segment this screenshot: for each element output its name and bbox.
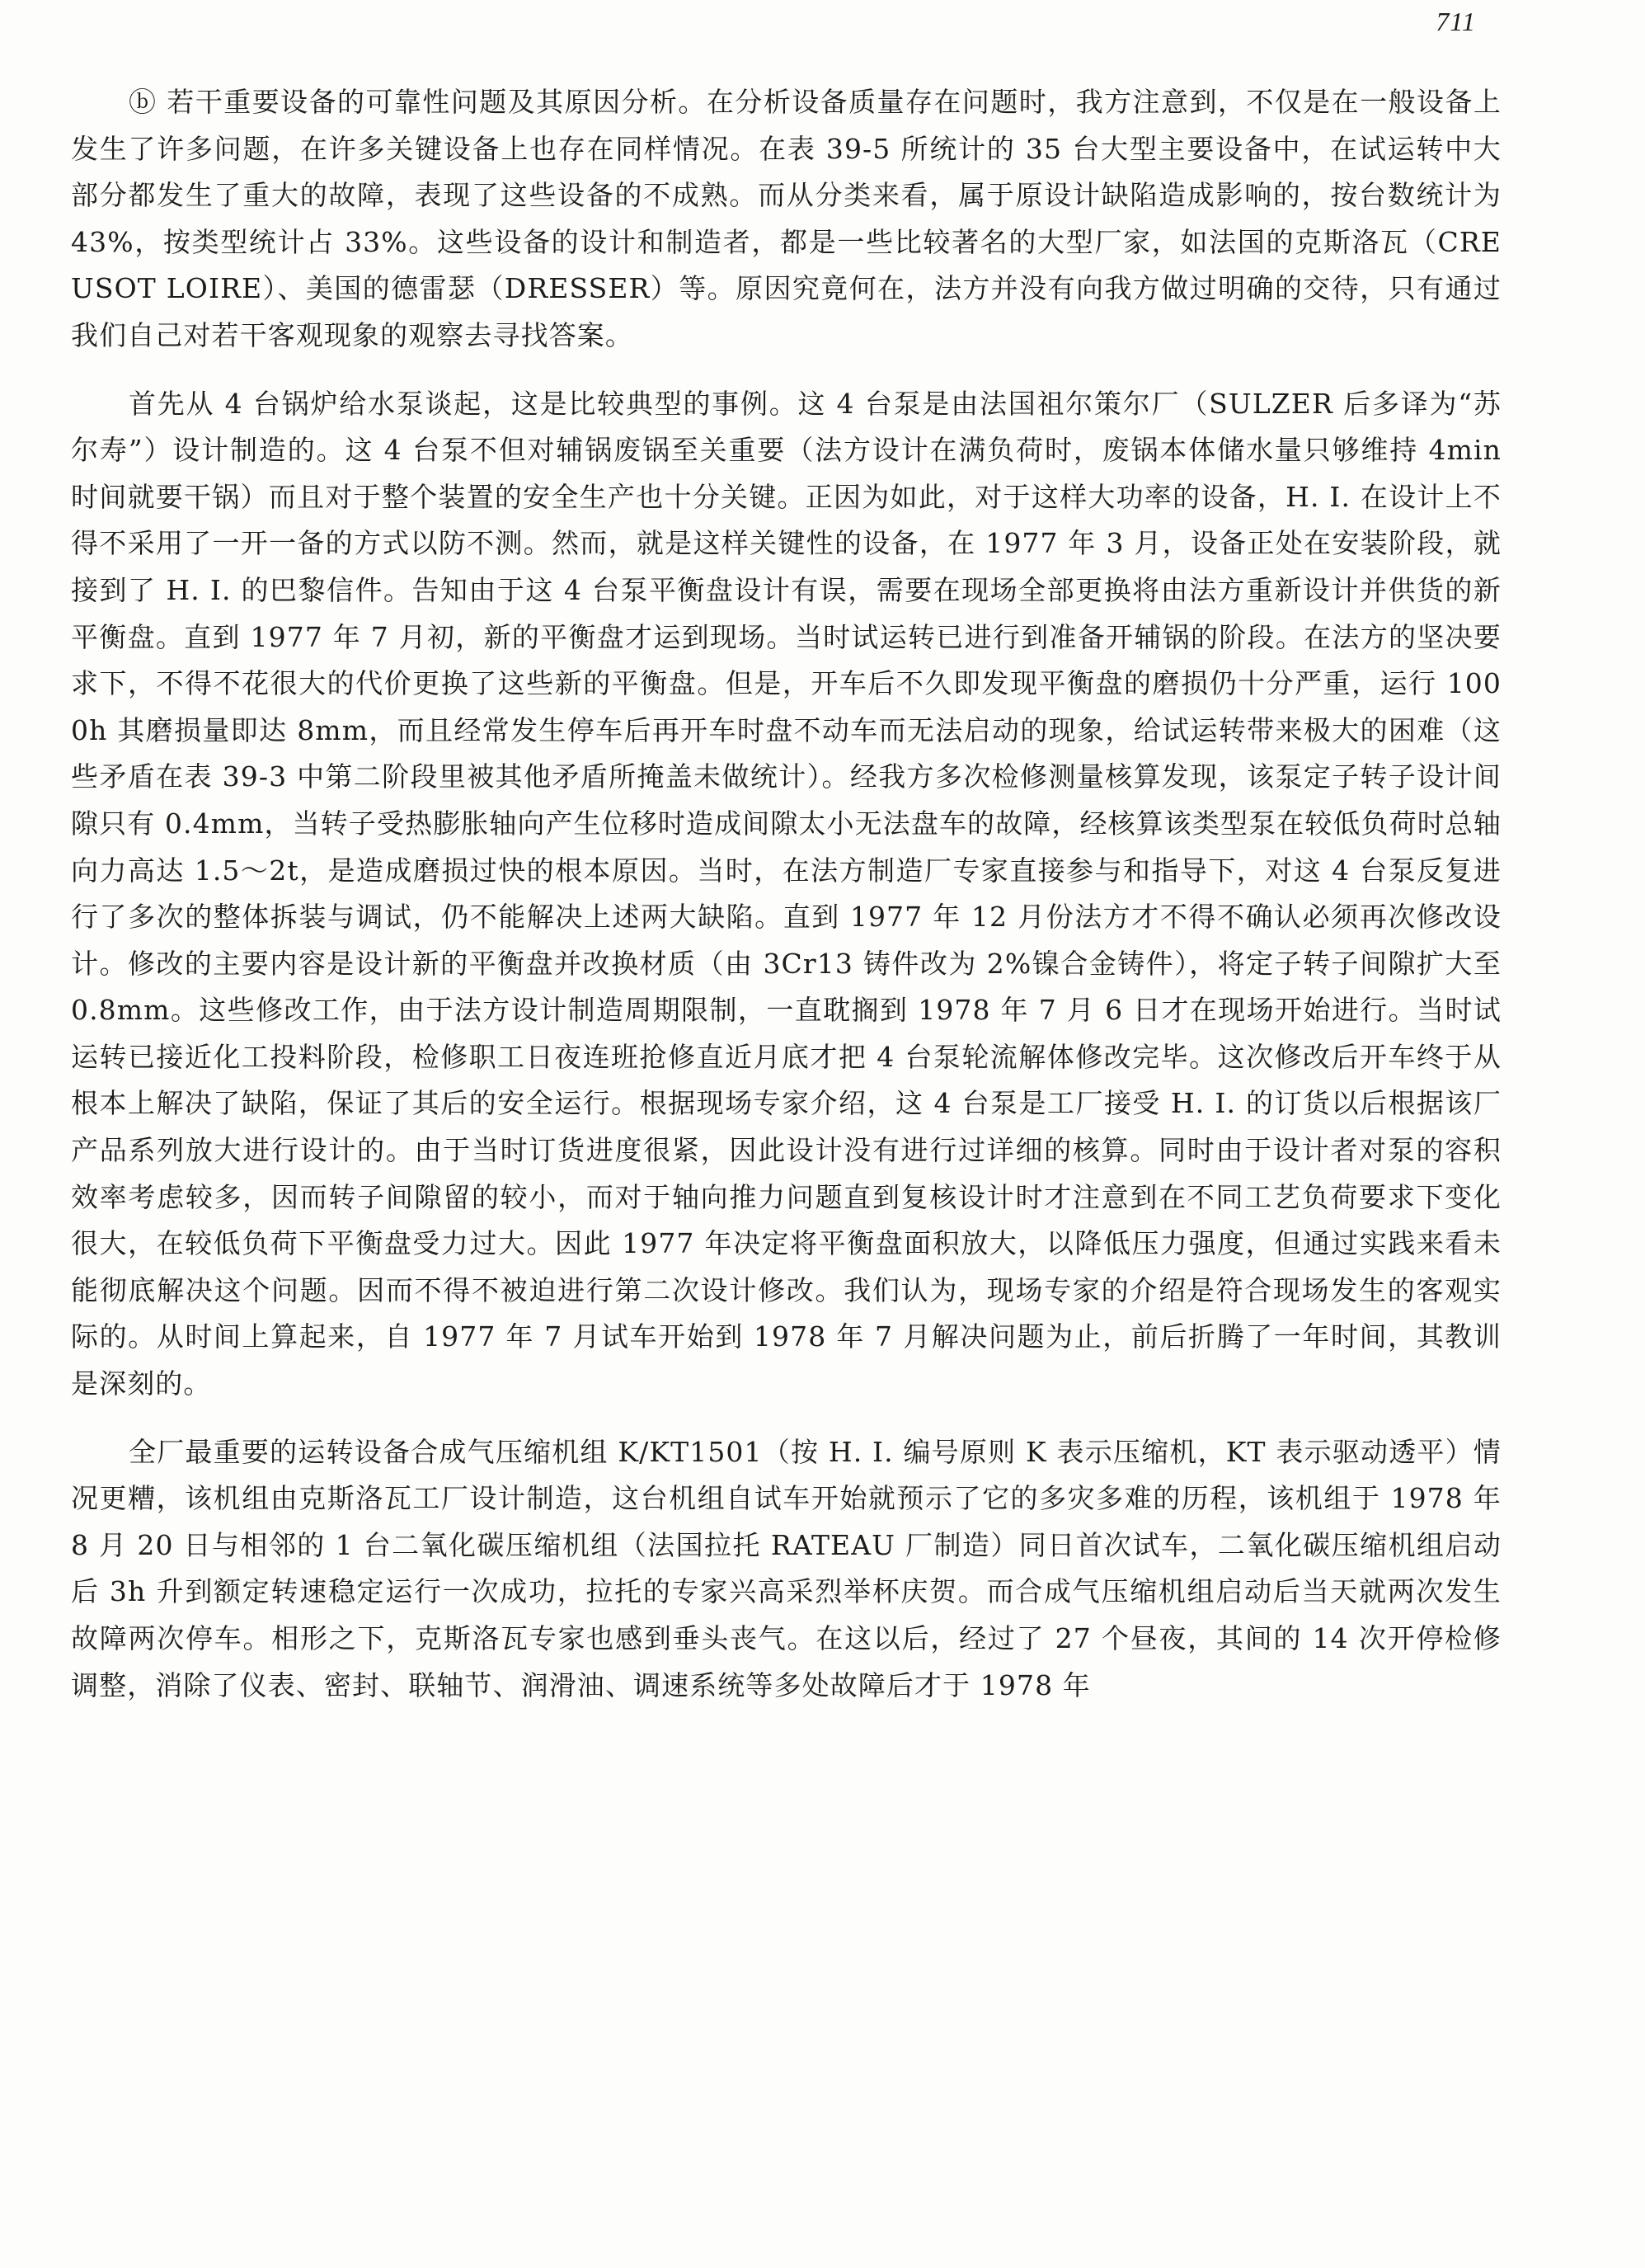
paragraph-equipment-reliability: ⓑ 若干重要设备的可靠性问题及其原因分析。在分析设备质量存在问题时，我方注意到，不仅是在一般设备上发生了许多问题，在许多关键设备上也存在同样情况。在表 39-5 所统计的 35 台大型主要设备中，在试运转中大部分都发生了重大的故障，表现了这些设备的不成熟。而从分类来看，属于原设计缺陷造成影响的，按台数统计为 43%，按类型统计占 33%。这些设备的设计和制造者，都是一些比较著名的大型厂家，如法国的克斯洛瓦（CREUSOT LOIRE）、美国的德雷瑟（DRESSER）等。原因究竟何在，法方并没有向我方做过明确的交待，只有通过我们自己对若干客观现象的观察去寻找答案。 <box>71 86 1502 351</box>
paragraph-syngas-compressor: 全厂最重要的运转设备合成气压缩机组 K/KT1501（按 H. I. 编号原则 K 表示压缩机，KT 表示驱动透平）情况更糟，该机组由克斯洛瓦工厂设计制造，这台机组自试车开始就预示了它的多灾多难的历程，该机组于 1978 年 8 月 20 日与相邻的 1 台二氧化碳压缩机组（法国拉托 RATEAU 厂制造）同日首次试车，二氧化碳压缩机组启动后 3h 升到额定转速稳定运行一次成功，拉托的专家兴高采烈举杯庆贺。而合成气压缩机组启动后当天就两次发生故障两次停车。相形之下，克斯洛瓦专家也感到垂头丧气。在这以后，经过了 27 个昼夜，其间的 14 次开停检修调整，消除了仪表、密封、联轴节、润滑油、调速系统等多处故障后才于 1978 年 <box>71 1435 1502 1701</box>
paragraph-boiler-feed-pumps: 首先从 4 台锅炉给水泵谈起，这是比较典型的事例。这 4 台泵是由法国祖尔策尔厂（SULZER 后多译为“苏尔寿”）设计制造的。这 4 台泵不但对辅锅废锅至关重要（法方设计在满负荷时，废锅本体储水量只够维持 4min 时间就要干锅）而且对于整个装置的安全生产也十分关键。正因为如此，对于这样大功率的设备，H. I. 在设计上不得不采用了一开一备的方式以防不测。然而，就是这样关键性的设备，在 1977 年 3 月，设备正处在安装阶段，就接到了 H. I. 的巴黎信件。告知由于这 4 台泵平衡盘设计有误，需要在现场全部更换将由法方重新设计并供货的新平衡盘。直到 1977 年 7 月初，新的平衡盘才运到现场。当时试运转已进行到准备开辅锅的阶段。在法方的坚决要求下，不得不花很大的代价更换了这些新的平衡盘。但是，开车后不久即发现平衡盘的磨损仍十分严重，运行 1000h 其磨损量即达 8mm，而且经常发生停车后再开车时盘不动车而无法启动的现象，给试运转带来极大的困难（这些矛盾在表 39-3 中第二阶段里被其他矛盾所掩盖未做统计）。经我方多次检修测量核算发现，该泵定子转子设计间隙只有 0.4mm，当转子受热膨胀轴向产生位移时造成间隙太小无法盘车的故障，经核算该类型泵在较低负荷时总轴向力高达 1.5～2t，是造成磨损过快的根本原因。当时，在法方制造厂专家直接参与和指导下，对这 4 台泵反复进行了多次的整体拆装与调试，仍不能解决上述两大缺陷。直到 1977 年 12 月份法方才不得不确认必须再次修改设计。修改的主要内容是设计新的平衡盘并改换材质（由 3Cr13 铸件改为 2%镍合金铸件），将定子转子间隙扩大至 0.8mm。这些修改工作，由于法方设计制造周期限制，一直耽搁到 1978 年 7 月 6 日才在现场开始进行。当时试运转已接近化工投料阶段，检修职工日夜连班抢修直近月底才把 4 台泵轮流解体修改完毕。这次修改后开车终于从根本上解决了缺陷，保证了其后的安全运行。根据现场专家介绍，这 4 台泵是工厂接受 H. I. 的订货以后根据该厂产品系列放大进行设计的。由于当时订货进度很紧，因此设计没有进行过详细的核算。同时由于设计者对泵的容积效率考虑较多，因而转子间隙留的较小，而对于轴向推力问题直到复核设计时才注意到在不同工艺负荷要求下变化很大，在较低负荷下平衡盘受力过大。因此 1977 年决定将平衡盘面积放大，以降低压力强度，但通过实践来看未能彻底解决这个问题。因而不得不被迫进行第二次设计修改。我们认为，现场专家的介绍是符合现场发生的客观实际的。从时间上算起来，自 1977 年 7 月试车开始到 1978 年 7 月解决问题为止，前后折腾了一年时间，其教训是深刻的。 <box>71 387 1502 1400</box>
page-number: 711 <box>1436 7 1476 36</box>
body-text <box>71 79 1502 1730</box>
